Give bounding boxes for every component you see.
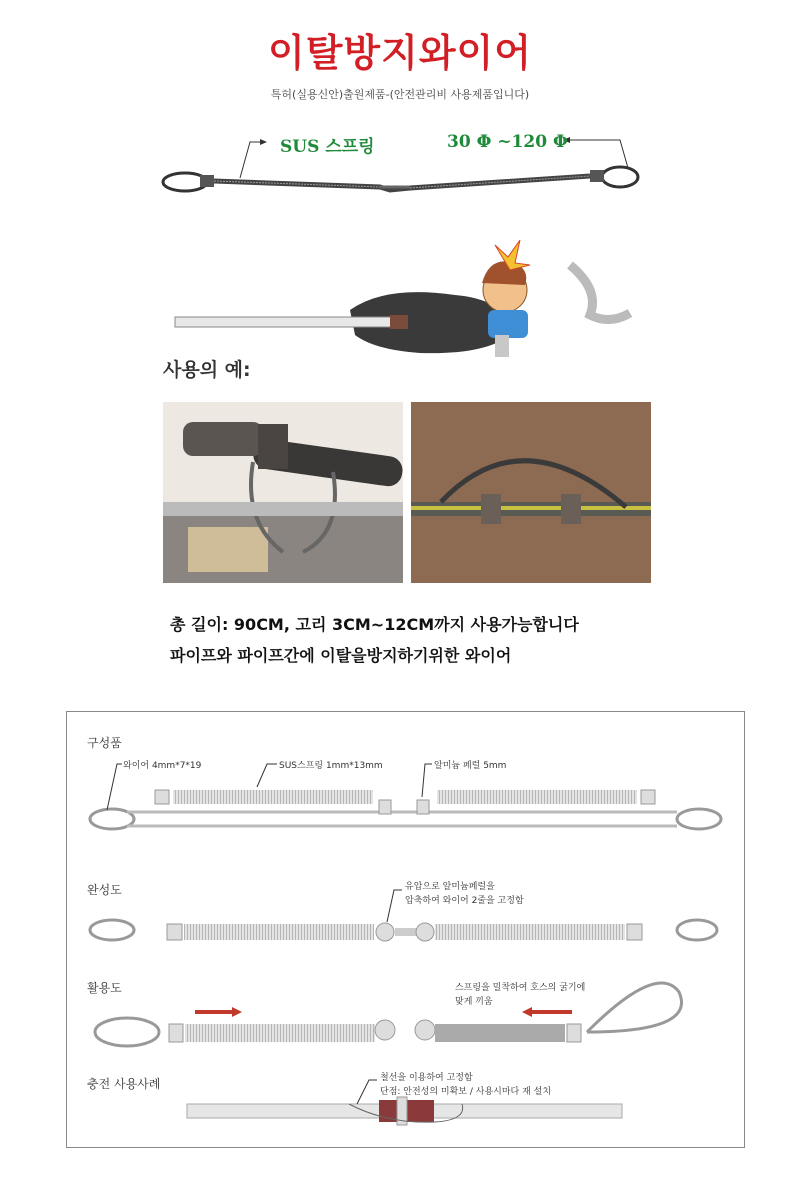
- usage-note-line1: 스프링을 밀착하여 호스의 굵기에: [455, 983, 586, 993]
- complete-note-line1: 유압으로 알미늄페럴을: [405, 882, 495, 892]
- section-usage-label: 활용도: [87, 981, 122, 995]
- example-photo-left: [163, 402, 403, 583]
- usage-note-line2: 맞게 끼움: [455, 997, 493, 1007]
- spec-length-suffix: 까지 사용가능합니다: [434, 615, 579, 634]
- spec-length-mid: , 고리: [283, 615, 332, 634]
- pipe-separation-illustration: [170, 235, 640, 370]
- spec-line-purpose: 파이프와 파이프간에 이탈을방지하기위한 와이어: [170, 646, 512, 665]
- spring-label: SUS 스프링: [280, 137, 375, 157]
- wire-spec-label: 와이어 4mm*7*19: [123, 761, 202, 771]
- example-photo-right: [411, 402, 651, 583]
- diameter-range-label: 30 Φ ~120 Φ: [447, 132, 568, 152]
- spec-length-value: 90CM: [233, 615, 284, 634]
- spec-loop-range: 3CM~12CM: [332, 615, 435, 634]
- technical-diagram-panel: [66, 711, 745, 1148]
- spec-line-length: [170, 612, 579, 635]
- section-complete-label: 완성도: [87, 883, 122, 897]
- page-subtitle: 특허(실용신안)출원제품-(안전관리비 사용제품입니다): [270, 88, 530, 101]
- ferrule-spec-label: 알미늄 페럴 5mm: [434, 761, 507, 771]
- page-title: 이탈방지와이어: [268, 31, 532, 75]
- case-note-line2: 단점: 안전성의 미확보 / 사용시마다 재 설치: [380, 1087, 552, 1097]
- example-heading: 사용의 예:: [163, 359, 251, 381]
- section-components-label: 구성품: [87, 736, 122, 750]
- complete-note-line2: 압축하여 와이어 2줄을 고정함: [405, 896, 524, 906]
- product-wire-illustration: [150, 120, 650, 200]
- case-note-line1: 철선을 이용하여 고정함: [380, 1073, 473, 1083]
- section-case-label: 충전 사용사례: [87, 1077, 161, 1091]
- spec-length-prefix: 총 길이:: [170, 615, 234, 634]
- spring-spec-label: SUS스프링 1mm*13mm: [279, 761, 383, 771]
